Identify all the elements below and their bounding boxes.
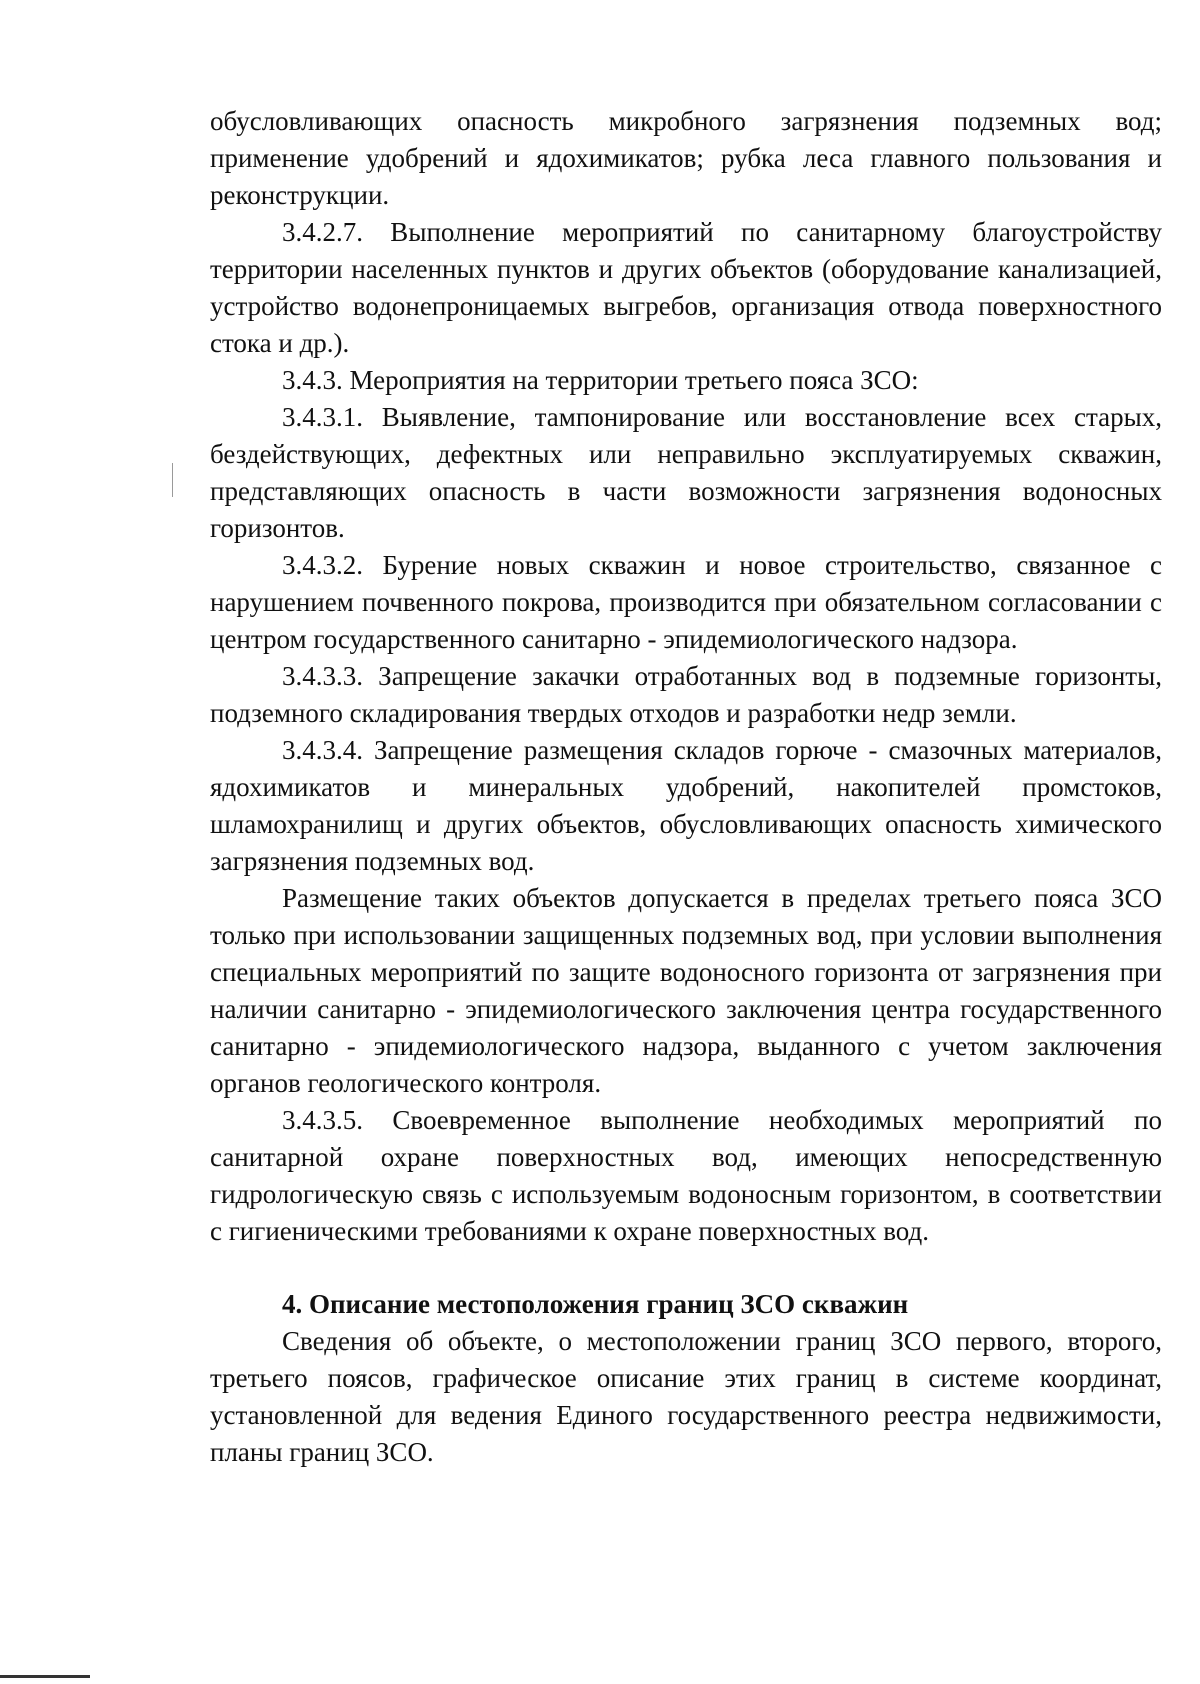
section-paragraph: Сведения об объекте, о местоположении границ ЗСО первого, второго, третьего поясов, графическое описание этих границ в системе координат, установленной для ведения Единого государственного реестра недвижимости, планы границ ЗСО. [210, 1326, 1162, 1467]
paragraph-placement-conditions: Размещение таких объектов допускается в пределах третьего пояса ЗСО только при использовании защищенных подземных вод, при условии выполнения специальных мероприятий по защите водоносного горизонта от загрязнения при наличии санитарно - эпидемиологического заключения центра государственного санитарно - эпидемиологического надзора, выданного с учетом заключения органов геологического контроля. [210, 883, 1162, 1098]
bottom-edge-rule [0, 1675, 90, 1678]
paragraph-3-4-3-3: 3.4.3.3. Запрещение закачки отработанных вод в подземные горизонты, подземного складирования твердых отходов и разработки недр земли. [210, 661, 1162, 728]
paragraph-3-4-3: 3.4.3. Мероприятия на территории третьего пояса ЗСО: [282, 365, 919, 395]
paragraph-3-4-3-1: 3.4.3.1. Выявление, тампонирование или восстановление всех старых, бездействующих, дефектных или неправильно эксплуатируемых скважин, представляющих опасность в части возможности загрязнения водоносных горизонтов. [210, 402, 1162, 543]
paragraph-3-4-2-7: 3.4.2.7. Выполнение мероприятий по санитарному благоустройству территории населенных пунктов и других объектов (оборудование канализацией, устройство водонепроницаемых выгребов, организация отвода поверхностного стока и др.). [210, 217, 1162, 358]
paragraph-3-4-3-5: 3.4.3.5. Своевременное выполнение необходимых мероприятий по санитарной охране поверхностных вод, имеющих непосредственную гидрологическую связь с используемым водоносным горизонтом, в соответствии с гигиеническими требованиями к охране поверхностных вод. [210, 1105, 1162, 1246]
margin-mark [172, 463, 173, 497]
document-body [210, 103, 1162, 1471]
paragraph-3-4-3-2: 3.4.3.2. Бурение новых скважин и новое строительство, связанное с нарушением почвенного покрова, производится при обязательном согласовании с центром государственного санитарно - эпидемиологического надзора. [210, 550, 1162, 654]
paragraph-3-4-3-4: 3.4.3.4. Запрещение размещения складов горюче - смазочных материалов, ядохимикатов и минеральных удобрений, накопителей промстоков, шламохранилищ и других объектов, обусловливающих опасность химического загрязнения подземных вод. [210, 735, 1162, 876]
section-heading: 4. Описание местоположения границ ЗСО скважин [282, 1289, 909, 1319]
paragraph-continuation: обусловливающих опасность микробного загрязнения подземных вод; применение удобрений и ядохимикатов; рубка леса главного пользования и реконструкции. [210, 106, 1162, 210]
